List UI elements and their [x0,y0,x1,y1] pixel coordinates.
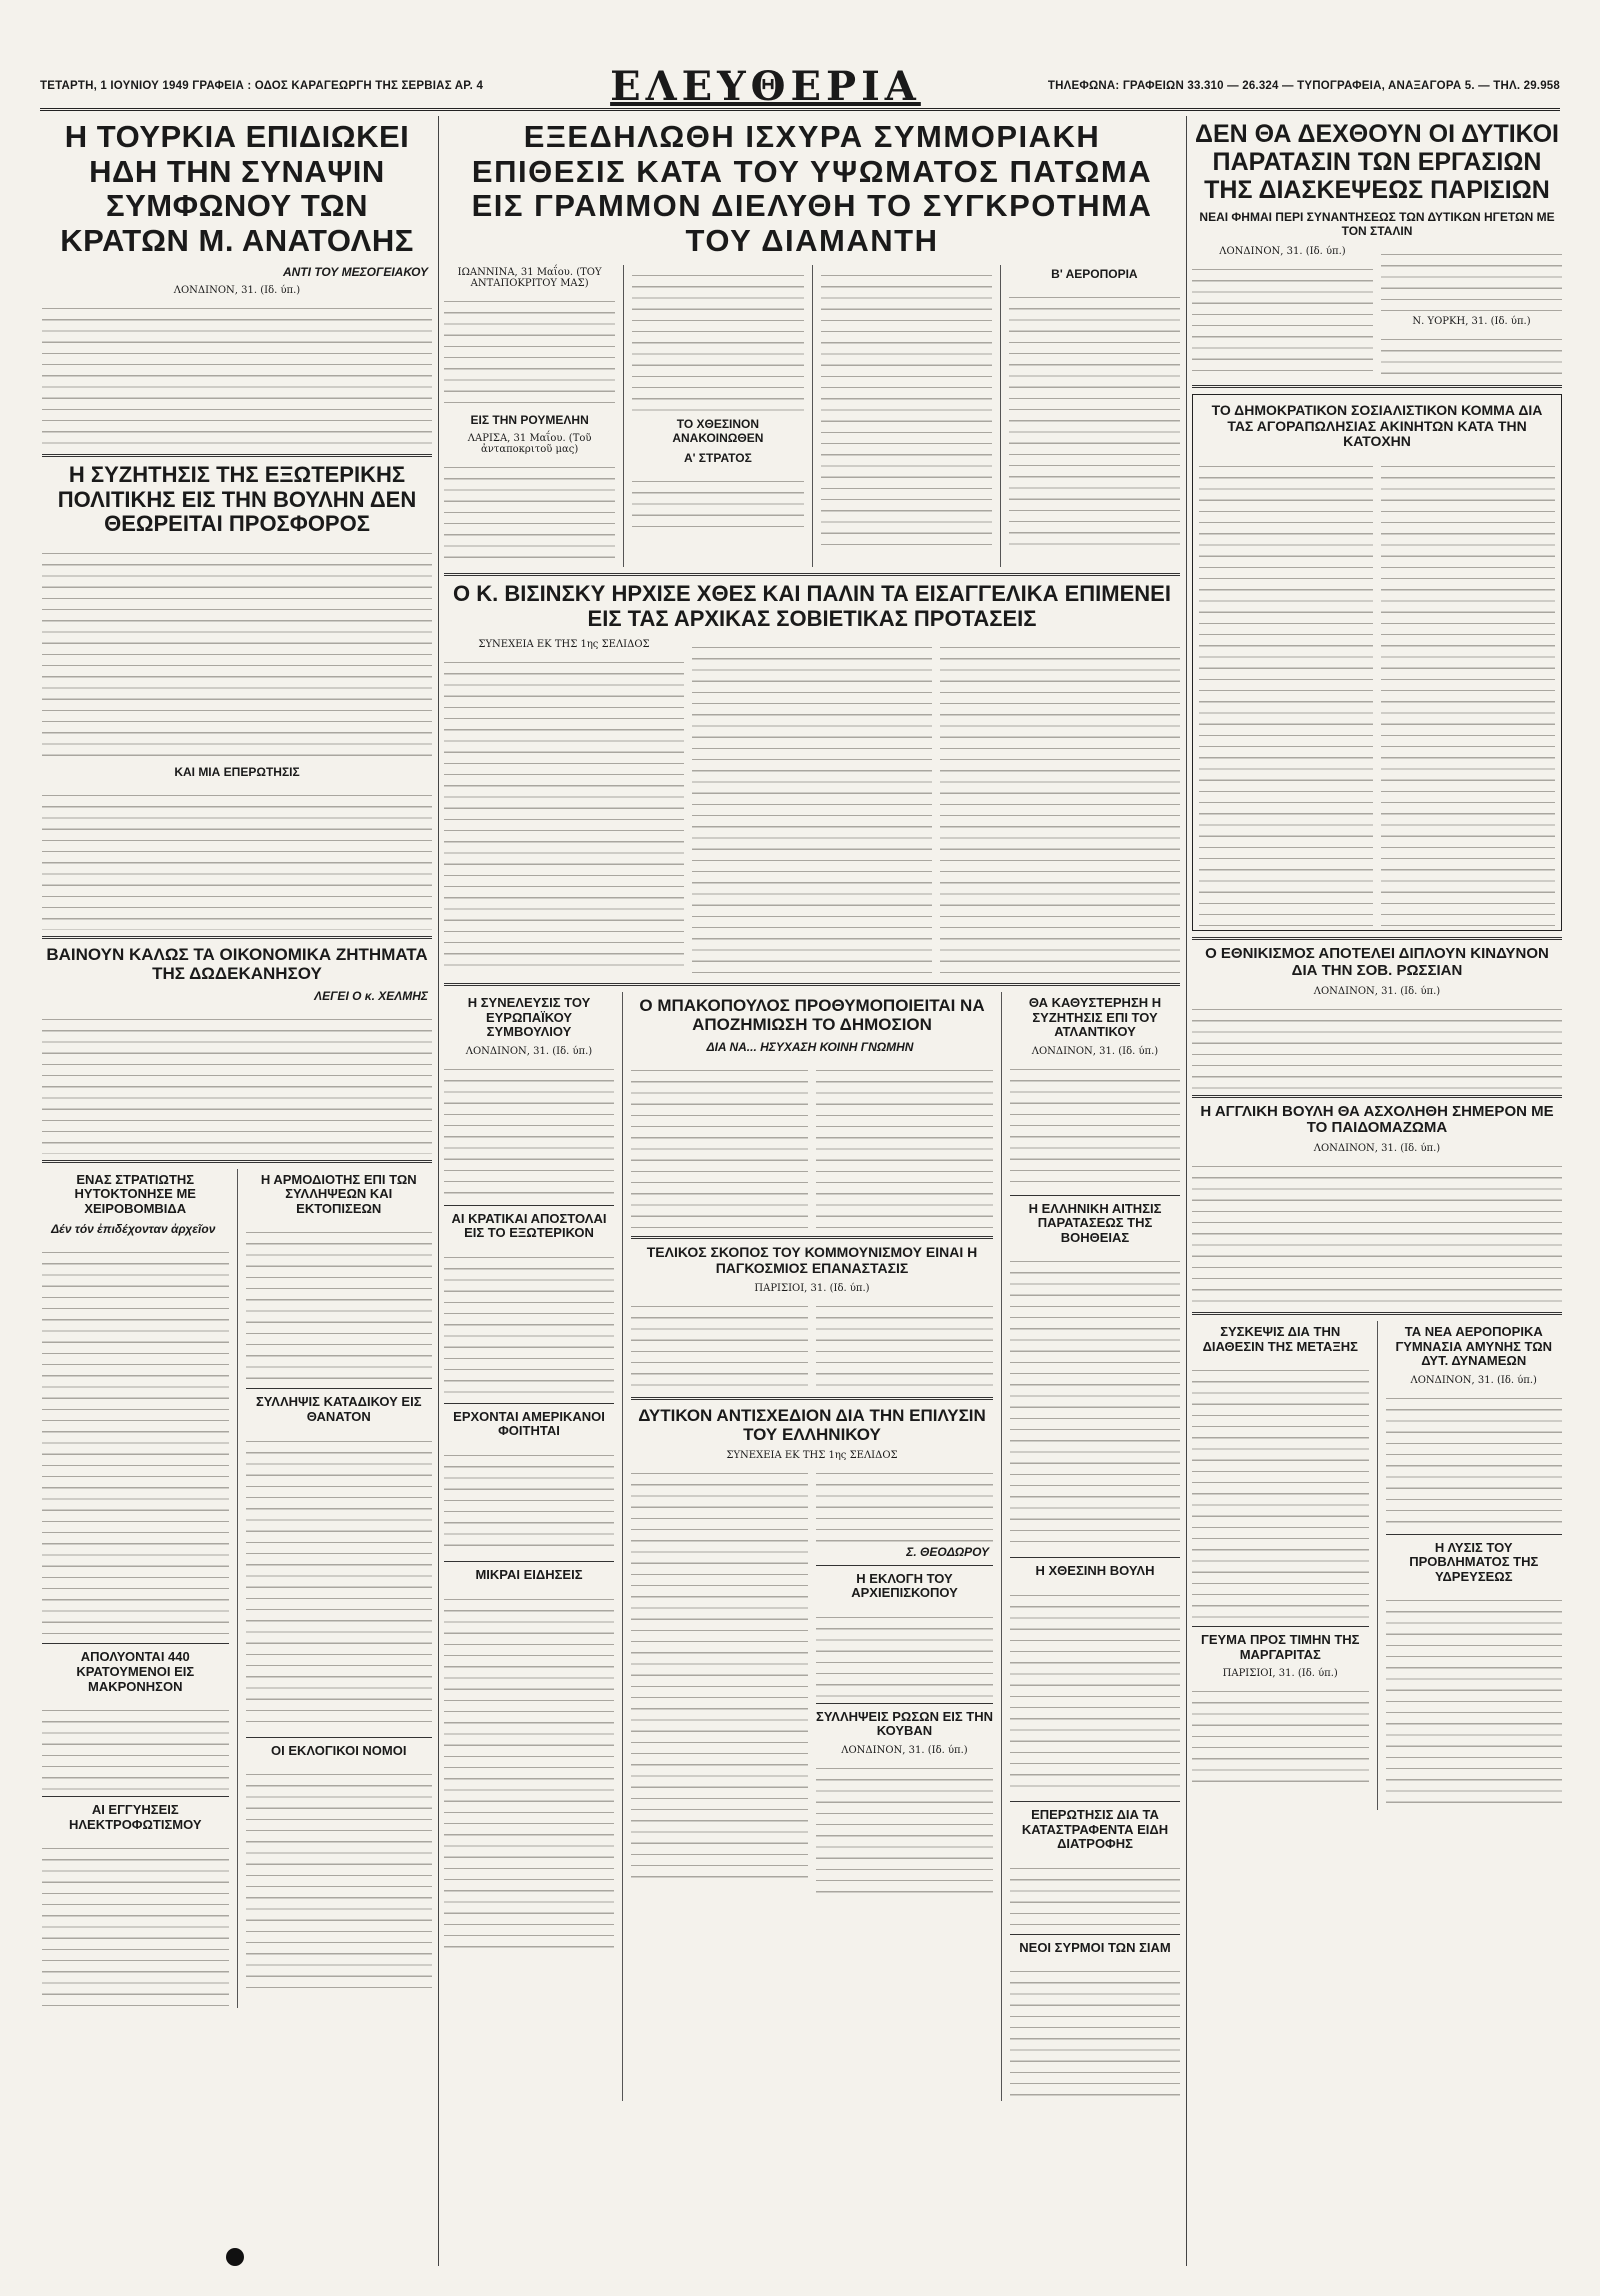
divider [631,1397,993,1400]
lead-col [1000,265,1180,567]
divider [42,454,432,457]
article-body [42,1009,432,1154]
divider [1192,1095,1562,1098]
subheadline: ΚΑΙ ΜΙΑ ΕΠΕΡΩΤΗΣΙΣ [174,764,300,779]
headline: ΕΠΕΡΩΤΗΣΙΣ ΔΙΑ ΤΑ ΚΑΤΑΣΤΡΑΦΕΝΤΑ ΕΙΔΗ ΔΙΑΤΡΟΦΗΣ [1021,1806,1169,1852]
article-body-columns [1192,244,1562,379]
headline: ΔΥΤΙΚΟΝ ΑΝΤΙΣΧΕΔΙΟΝ ΔΙΑ ΤΗΝ ΕΠΙΛΥΣΙΝ ΤΟΥ ΕΛΛΗΝΙΚΟΥ [638,1405,986,1444]
divider [444,1403,614,1404]
article-body [816,1060,993,1230]
masthead-phone-line: ΤΗΛΕΦΩΝΑ: ΓΡΑΦΕΙΩΝ 33.310 — 26.324 — ΤΥΠΟΓΡΑΦΕΙΑ, ΑΝΑΞΑΓΟΡΑ 5. — ΤΗΛ. 29.958 [1047,80,1560,92]
headline: ΜΙΚΡΑΙ ΕΙΔΗΣΕΙΣ [475,1566,583,1582]
subheadline: ΔΙΑ ΝΑ... ΗΣΥΧΑΣΗ ΚΟΙΝΗ ΓΝΩΜΗΝ [706,1040,914,1055]
column-left [42,116,432,2266]
headline: ΕΝΑΣ ΣΤΡΑΤΙΩΤΗΣ ΗΥΤΟΚΤΟΝΗΣΕ ΜΕ ΧΕΙΡΟΒΟΜΒΙΔΑ [74,1171,196,1216]
headline: Η ΕΚΛΟΓΗ ΤΟΥ ΑΡΧΙΕΠΙΣΚΟΠΟΥ [851,1570,958,1601]
divider [1192,385,1562,388]
article-body [1010,1858,1180,1928]
article-body [816,1463,993,1543]
lead-body-columns [444,265,1180,567]
article-body-columns [631,1060,993,1230]
byline: Σ. ΘΕΟΔΩΡΟΥ [906,1544,989,1559]
body-col [631,1463,808,1898]
newspaper-title: ΕΛΕΥΘΕΡΙΑ [610,62,921,110]
article-body [1381,329,1562,374]
article-water-supply [1386,1541,1563,1811]
body-col [1381,244,1562,379]
article-body [42,785,432,930]
article-air-exercises [1386,1325,1563,1528]
divider [1010,1195,1180,1196]
headline: ΑΙ ΕΓΓΥΗΣΕΙΣ ΗΛΕΚΤΡΟΦΩΤΙΣΜΟΥ [68,1802,202,1832]
article-body [42,543,432,763]
headline: Ο Κ. ΒΙΣΙΝΣΚΥ ΗΡΧΙΣΕ ΧΘΕΣ ΚΑΙ ΠΑΛΙΝ ΤΑ ΕΙΣΑΓΓΕΛΙΚΑ ΕΠΙΜΕΝΕΙ ΕΙΣ ΤΑΣ ΑΡΧΙΚΑΣ ΣΟΒΙΕΤΙΚΑΣ ΠΡΟΤΑΣΕΙΣ [453,580,1171,631]
headline: ΓΕΥΜΑ ΠΡΟΣ ΤΙΜΗΝ ΤΗΣ ΜΑΡΓΑΡΙΤΑΣ [1201,1632,1360,1662]
article-electricity [42,1803,229,2008]
article-body [42,1700,229,1790]
dateline: ΛΟΝΔΙΝΟΝ, 31. (Ιδ. ύπ.) [1410,1374,1537,1386]
dateline: Ν. ΥΟΡΚΗ, 31. (Ιδ. ύπ.) [1412,316,1531,327]
ink-blot [226,2248,244,2266]
article-body [246,1222,433,1382]
article-electoral-laws [246,1744,433,1995]
headline: ΝΕΟΙ ΣΥΡΜΟΙ ΤΩΝ ΣΙΑΜ [1019,1939,1171,1955]
article-state-missions [444,1212,614,1397]
article-body [1009,287,1180,545]
dateline: ΛΟΝΔΙΝΟΝ, 31. (Ιδ. ύπ.) [173,284,301,296]
continued-note: ΣΥΝΕΧΕΙΑ ΕΚ ΤΗΣ 1ης ΣΕΛΙΔΟΣ [478,639,650,651]
article-european-council [444,996,614,1199]
subheadline: ΝΕΑΙ ΦΗΜΑΙ ΠΕΡΙ ΣΥΝΑΝΤΗΣΕΩΣ ΤΩΝ ΔΥΤΙΚΩΝ ΗΓΕΤΩΝ ΜΕ ΤΟΝ ΣΤΑΛΙΝ [1199,210,1555,238]
headline: ΣΥΣΚΕΨΙΣ ΔΙΑ ΤΗΝ ΔΙΑΘΕΣΙΝ ΤΗΣ ΜΕΤΑΞΗΣ [1202,1324,1358,1354]
masthead-date-line: ΤΕΤΑΡΤΗ, 1 ΙΟΥΝΙΟΥ 1949 ΓΡΑΦΕΙΑ : ΟΔΟΣ ΚΑΡΑΓΕΩΡΓΗ ΤΗΣ ΣΕΡΒΙΑΣ ΑΡ. 4 [40,80,484,92]
article-body [444,652,684,972]
body-col [631,1060,808,1230]
dateline: ΛΟΝΔΙΝΟΝ, 31. (Ιδ. ύπ.) [1219,246,1346,257]
divider [42,1160,432,1163]
divider [444,983,1180,986]
headline: Η ΑΡΜΟΔΙΟΤΗΣ ΕΠΙ ΤΩΝ ΣΥΛΛΗΨΕΩΝ ΚΑΙ ΕΚΤΟΠΙΣΕΩΝ [260,1171,417,1216]
divider [1010,1557,1180,1558]
article-body-columns [631,1296,993,1391]
divider [444,1561,614,1562]
article-margaret-dinner [1192,1633,1369,1791]
article-body-columns [631,1463,993,1898]
lead-col [623,265,803,567]
section-heading: Α' ΣΤΡΑΤΟΣ [683,450,752,465]
article-makronisos [42,1650,229,1790]
column-center [444,116,1180,2266]
article-body [42,1242,229,1637]
divider [1010,1801,1180,1802]
center-lower-left [444,992,614,2101]
article-body [1381,244,1562,314]
body-col [1381,456,1555,926]
body-col [1199,456,1373,926]
lead-col [444,265,615,567]
center-lower-middle [622,992,993,2101]
dateline: ΛΟΝΔΙΝΟΝ, 31. (Ιδ. ύπ.) [1313,1143,1441,1155]
headline: Η ΣΥΝΕΛΕΥΣΙΣ ΤΟΥ ΕΥΡΩΠΑΪΚΟΥ ΣΥΜΒΟΥΛΙΟΥ [467,995,591,1040]
article-body [1386,1388,1563,1528]
article-body [821,265,992,545]
article-body [692,637,932,977]
masthead [40,64,1560,111]
article-body [816,1607,993,1697]
dateline: ΠΑΡΙΣΙΟΙ, 31. (Ιδ. ύπ.) [754,1282,870,1294]
article-bakopoulos [631,996,993,1230]
article-body [444,291,615,411]
divider [1010,1934,1180,1935]
headline: Ο ΜΠΑΚΟΠΟΥΛΟΣ ΠΡΟΘΥΜΟΠΟΙΕΙΤΑΙ ΝΑ ΑΠΟΖΗΜΙΩΣΗ ΤΟ ΔΗΜΟΣΙΟΝ [639,996,985,1035]
article-body [444,1445,614,1555]
article-dodecanese [42,945,432,1154]
headline: ΣΥΛΛΗΨΕΙΣ ΡΩΣΩΝ ΕΙΣ ΤΗΝ ΚΟΥΒΑΝ [816,1708,993,1739]
article-short-news [444,1568,614,1949]
article-yesterday-parliament [1010,1564,1180,1795]
headline: Η ΧΘΕΣΙΝΗ ΒΟΥΛΗ [1035,1563,1155,1579]
article-body [940,637,1180,977]
headline: Η ΤΟΥΡΚΙΑ ΕΠΙΔΙΩΚΕΙ ΗΔΗ ΤΗΝ ΣΥΝΑΨΙΝ ΣΥΜΦΩΝΟΥ ΤΩΝ ΚΡΑΤΩΝ Μ. ΑΝΑΤΟΛΗΣ [60,119,414,259]
article-vyshinsky [444,582,1180,977]
article-body-columns [444,637,1180,977]
body-col [444,637,684,977]
headline: Η ΛΥΣΙΣ ΤΟΥ ΠΡΟΒΛΗΜΑΤΟΣ ΤΗΣ ΥΔΡΕΥΣΕΩΣ [1409,1539,1539,1584]
column-rule [438,116,439,2266]
article-death-row-arrest [246,1395,433,1730]
article-body [444,1059,614,1199]
lead-col [812,265,992,567]
article-silk [1192,1325,1369,1620]
section-heading: Β' ΑΕΡΟΠΟΡΙΑ [1051,266,1138,281]
article-body [444,1589,614,1949]
article-body-columns [1199,456,1555,926]
divider [1192,937,1562,940]
headline: ΕΞΕΔΗΛΩΘΗ ΙΣΧΥΡΑ ΣΥΜΜΟΡΙΑΚΗ ΕΠΙΘΕΣΙΣ ΚΑΤΑ ΤΟΥ ΥΨΩΜΑΤΟΣ ΠΑΤΩΜΑ ΕΙΣ ΓΡΑΜΜΟΝ ΔΙΕΛΥΘΗ ΤΟ ΣΥΓΚΡΟΤΗΜΑ ΤΟΥ ΔΙΑΜΑΝΤΗ [471,119,1153,259]
subheadline: ΛΕΓΕΙ Ο κ. ΧΕΛΜΗΣ [314,988,428,1003]
headline: ΑΠΟΛΥΟΝΤΑΙ 440 ΚΡΑΤΟΥΜΕΝΟΙ ΕΙΣ ΜΑΚΡΟΝΗΣΟΝ [76,1649,195,1694]
headline: ΣΥΛΛΗΨΙΣ ΚΑΤΑΔΙΚΟΥ ΕΙΣ ΘΑΝΑΤΟΝ [256,1394,422,1424]
dateline: ΛΟΝΔΙΝΟΝ, 31. (Ιδ. ύπ.) [1031,1045,1159,1057]
article-body [1192,1681,1369,1791]
article-body [631,1060,808,1230]
subheadline: Δέν τόν ἐπιδέχονταν ἀρχεῖον [51,1222,216,1237]
body-col [692,637,932,977]
divider [1192,1626,1369,1627]
article-body [1192,999,1562,1089]
dateline: ΠΑΡΙΣΙΟΙ, 31. (Ιδ. ύπ.) [1222,1668,1338,1680]
divider [816,1703,993,1704]
right-lower-block [1192,1321,1562,1810]
headline: ΟΙ ΕΚΛΟΓΙΚΟΙ ΝΟΜΟΙ [271,1742,407,1758]
article-body [42,1838,229,2008]
divider [42,1796,229,1797]
body-col [816,1463,993,1898]
headline: ΒΑΙΝΟΥΝ ΚΑΛΩΣ ΤΑ ΟΙΚΟΝΟΜΙΚΑ ΖΗΤΗΜΑΤΑ ΤΗΣ ΔΩΔΕΚΑΝΗΣΟΥ [46,944,428,983]
article-greek-aid-request [1010,1202,1180,1552]
body-col [1192,244,1373,379]
article-american-students [444,1410,614,1555]
headline: ΘΑ ΚΑΘΥΣΤΕΡΗΣΗ Η ΣΥΖΗΤΗΣΙΣ ΕΠΙ ΤΟΥ ΑΤΛΑΝΤΙΚΟΥ [1028,995,1162,1040]
headline: ΤΑ ΝΕΑ ΑΕΡΟΠΟΡΙΚΑ ΓΥΜΝΑΣΙΑ ΑΜΥΝΗΣ ΤΩΝ ΔΥΤ. ΔΥΝΑΜΕΩΝ [1395,1324,1553,1369]
article-body [1192,1360,1369,1620]
article-body [246,1764,433,1994]
body-col [631,1296,808,1391]
headline: Η ΕΛΛΗΝΙΚΗ ΑΙΤΗΣΙΣ ΠΑΡΑΤΑΣΕΩΣ ΤΗΣ ΒΟΗΘΕΙΑΣ [1028,1200,1162,1245]
article-nationalism [1192,946,1562,1089]
dateline: ΛΟΝΔΙΝΟΝ, 31. (Ιδ. ύπ.) [841,1744,968,1756]
divider [42,936,432,939]
article-body [1010,1585,1180,1795]
headline: ΕΡΧΟΝΤΑΙ ΑΜΕΡΙΚΑΝΟΙ ΦΟΙΤΗΤΑΙ [453,1408,605,1439]
article-body [1199,456,1373,926]
divider [1386,1534,1563,1535]
headline: ΤΟ ΔΗΜΟΚΡΑΤΙΚΟΝ ΣΟΣΙΑΛΙΣΤΙΚΟΝ ΚΟΜΜΑ ΔΙΑ ΤΑΣ ΑΓΟΡΑΠΩΛΗΣΙΑΣ ΑΚΙΝΗΤΩΝ ΚΑΤΑ ΤΗΝ ΚΑΤΟΧΗΝ [1211,402,1543,450]
divider [816,1565,993,1566]
column-rule [1186,116,1187,2266]
article-british-parliament [1192,1104,1562,1307]
divider [631,1236,993,1239]
article-body [1192,259,1373,379]
article-body [631,1463,808,1883]
dateline: ΙΩΑΝΝΙΝΑ, 31 Μαΐου. (ΤΟΥ ΑΝΤΑΠΟΚΡΙΤΟΥ ΜΑΣ) [457,266,602,289]
headline: Η ΣΥΖΗΤΗΣΙΣ ΤΗΣ ΕΞΩΤΕΡΙΚΗΣ ΠΟΛΙΤΙΚΗΣ ΕΙΣ ΤΗΝ ΒΟΥΛΗΝ ΔΕΝ ΘΕΩΡΕΙΤΑΙ ΠΡΟΣΦΟΡΟΣ [57,461,417,537]
article-body [1010,1059,1180,1189]
headline: ΑΙ ΚΡΑΤΙΚΑΙ ΑΠΟΣΤΟΛΑΙ ΕΙΣ ΤΟ ΕΞΩΤΕΡΙΚΟΝ [451,1210,607,1241]
right-lower-right [1377,1321,1563,1810]
article-foreign-policy-debate [42,463,432,930]
headline: ΤΕΛΙΚΟΣ ΣΚΟΠΟΣ ΤΟΥ ΚΟΜΜΟΥΝΙΣΜΟΥ ΕΙΝΑΙ Η ΠΑΓΚΟΣΜΙΟΣ ΕΠΑΝΑΣΤΑΣΙΣ [646,1244,978,1276]
column-right [1192,116,1562,2266]
center-lower-block [444,992,1180,2101]
article-lead-grammos [444,120,1180,567]
article-body [444,457,615,567]
right-lower-left [1192,1321,1369,1810]
body-col [940,637,1180,977]
article-turkey-pact [42,120,432,448]
center-lower-right [1001,992,1180,2101]
article-body [1192,1156,1562,1306]
article-body [444,1247,614,1397]
two-column-block [42,1169,432,2008]
article-body [632,265,803,415]
article-body [1010,1961,1180,2101]
article-paris-conference [1192,120,1562,379]
body-col [816,1296,993,1391]
article-communism [631,1245,993,1390]
divider [444,1205,614,1206]
headline: Η ΑΓΓΛΙΚΗ ΒΟΥΛΗ ΘΑ ΑΣΧΟΛΗΘΗ ΣΗΜΕΡΟΝ ΜΕ ΤΟ ΠΑΙΔΟΜΑΖΩΜΑ [1200,1102,1554,1137]
divider [1192,1312,1562,1315]
divider [444,573,1180,576]
article-body [246,1431,433,1731]
article-arrests-jurisdiction [237,1169,433,2008]
article-atlantic-debate [1010,996,1180,1189]
continued-note: ΣΥΝΕΧΕΙΑ ΕΚ ΤΗΣ 1ης ΣΕΛΙΔΟΣ [726,1449,898,1461]
subheadline: ΑΝΤΙ ΤΟΥ ΜΕΣΟΓΕΙΑΚΟΥ [282,264,428,279]
dateline: ΛΟΝΔΙΝΟΝ, 31. (Ιδ. ύπ.) [1313,985,1441,997]
dateline: ΛΑΡΙΣΑ, 31 Μαΐου. (Τοῦ ἀνταποκριτοῦ μας) [467,432,592,455]
divider [246,1388,433,1389]
article-body [1010,1251,1180,1551]
headline: Ο ΕΘΝΙΚΙΣΜΟΣ ΑΠΟΤΕΛΕΙ ΔΙΠΛΟΥΝ ΚΙΝΔΥΝΟΝ ΔΙΑ ΤΗΝ ΣΟΒ. ΡΩΣΣΙΑΝ [1205,945,1549,979]
divider [42,1643,229,1644]
article-body [1386,1590,1563,1810]
section-heading: ΕΙΣ ΤΗΝ ΡΟΥΜΕΛΗΝ [470,412,589,427]
article-body [631,1296,808,1391]
divider [246,1737,433,1738]
article-body [632,471,803,529]
article-body [1381,456,1555,926]
article-siam-clashes [1010,1941,1180,2102]
article-body [42,298,432,448]
article-body [816,1296,993,1391]
dateline: ΛΟΝΔΙΝΟΝ, 31. (Ιδ. ύπ.) [465,1045,593,1057]
article-socialist-party [1192,394,1562,931]
section-heading: ΤΟ ΧΘΕΣΙΝΟΝ ΑΝΑΚΟΙΝΩΘΕΝ [672,416,764,445]
article-soldier-grenade [42,1169,229,2008]
article-body [816,1758,993,1898]
article-food-supplies [1010,1808,1180,1928]
article-western-counterplan [631,1406,993,1898]
headline: ΔΕΝ ΘΑ ΔΕΧΘΟΥΝ ΟΙ ΔΥΤΙΚΟΙ ΠΑΡΑΤΑΣΙΝ ΤΩΝ ΕΡΓΑΣΙΩΝ ΤΗΣ ΔΙΑΣΚΕΨΕΩΣ ΠΑΡΙΣΙΩΝ [1195,120,1559,204]
body-col [816,1060,993,1230]
